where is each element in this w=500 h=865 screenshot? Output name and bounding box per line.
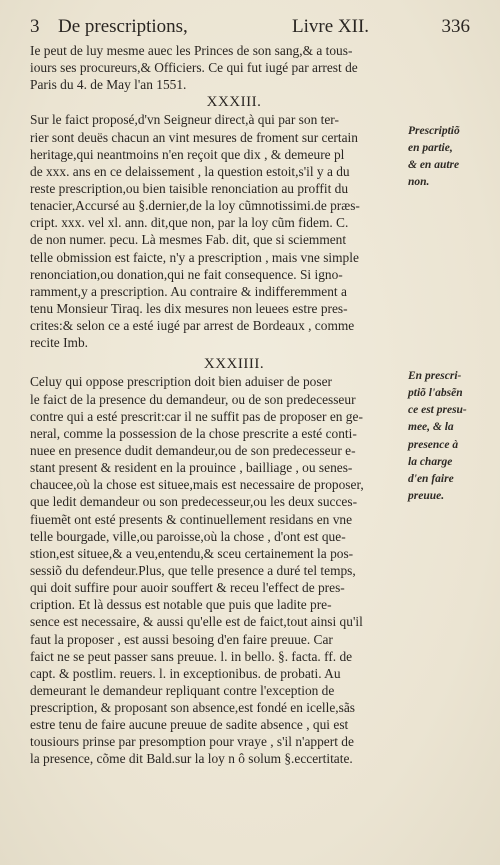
text-line: recite Imb. <box>30 335 88 351</box>
margin-note-line: ce est presu- <box>408 404 467 417</box>
text-line: tenacier,Accursé au §.dernier,de la loy cũmnotissimi.de præs- <box>30 198 360 214</box>
running-header <box>30 14 470 40</box>
text-line: qui doit suffire pour auoir souffert & receu l'effect de pres- <box>30 580 345 596</box>
text-line: cript. xxx. vel xl. ann. dit,que non, par la loy cũm fidem. C. <box>30 215 349 231</box>
text-line: prescription, & proposant son absence,est fondé en icelle,sãs <box>30 700 355 716</box>
main-text <box>30 42 408 768</box>
running-title: De prescriptions, <box>58 16 188 37</box>
text-line: sence est necessaire, & aussi qu'elle est de faict,tout ainsi qu'il <box>30 614 363 630</box>
text-line: telle obmission est faicte, n'y a prescription , mais vne simple <box>30 249 359 265</box>
margin-note-line: preuue. <box>408 489 445 502</box>
text-line: reste prescription,ou bien taisible renonciation au proffit du <box>30 180 349 196</box>
text-line: chaucee,où la chose est situee,mais est necessaire de proposer, <box>30 477 364 493</box>
text-line: Ie peut de luy mesme auec les Princes de son sang,& a tous- <box>30 43 353 58</box>
text-line: stion,est situee,& a veu,entendu,& sceu certainement la pos- <box>30 545 354 561</box>
text-line: telle bourgade, ville,ou paroisse,où la chose , d'ont est que- <box>30 528 346 544</box>
text-line: crites:& selon ce a esté iugé par arrest de Bordeaux , comme <box>30 318 355 334</box>
margin-note-line: Prescriptiõ <box>408 125 460 137</box>
text-line: Sur le faict proposé,d'vn Seigneur direct,à qui par son ter- <box>30 112 339 128</box>
page-number: 336 <box>441 16 470 37</box>
text-line: neral, comme la possession de la chose prescrite a esté conti- <box>30 425 357 441</box>
book-label: Livre XII. <box>292 16 370 37</box>
margin-note-prescription <box>408 123 474 192</box>
margin-note-line: presence à <box>408 438 459 451</box>
signature-mark: 3 <box>30 16 40 37</box>
margin-note-line: en partie, <box>408 142 453 155</box>
text-line: tousiours prinse par presomption pour vraye , s'il n'appert de <box>30 734 354 750</box>
margin-note-line: mee, & la <box>408 421 454 434</box>
text-line: faict ne se peut passer sans preuue. l. in bello. §. facta. ff. de <box>30 648 353 664</box>
text-line: que ledit demandeur ou son predecesseur,ou les deux succes- <box>30 494 358 510</box>
text-line: rier sont deuës chacun an vint mesures de froment sur certain <box>30 129 358 145</box>
text-line: faut la proposer , est aussi besoing d'en faire preuue. Car <box>30 631 333 647</box>
margin-note-line: non. <box>408 176 430 189</box>
margin-note-line: ptiõ l'absẽn <box>408 387 463 400</box>
text-line: demeurant le demandeur repliquant contre l'exception de <box>30 682 335 698</box>
text-line: cription. Et là dessus est notable que puis que ladite pre- <box>30 597 332 613</box>
text-line: Paris du 4. de May l'an 1551. <box>30 77 187 93</box>
text-line: renonciation,ou donation,qui ne fait consequence. Si igno- <box>30 266 343 282</box>
text-line: contre qui a esté prescrit:car il ne suffit pas de proposer en ge- <box>30 408 363 424</box>
text-line: sessiõ du defendeur.Plus, que telle presence a duré tel temps, <box>30 562 356 578</box>
text-line: Celuy qui oppose prescription doit bien aduiser de poser <box>30 374 332 390</box>
text-line: heritage,qui neantmoins n'en reçoit que dix , & demeure pl <box>30 146 345 162</box>
text-line: fiuemẽt ont esté presents & continuellement residans en vne <box>30 511 353 527</box>
text-line: tenu Monsieur Tiraq. les dix mesures non leuees estre pres- <box>30 300 348 316</box>
text-line: ramment,y a prescription. Au contraire & indifferemment a <box>30 283 347 299</box>
text-line: capt. & postlim. reuers. l. in exceptionibus. de probati. Au <box>30 665 341 681</box>
text-line: nuee en presence dudit demandeur,ou de son predecesseur e- <box>30 442 356 458</box>
text-line: estre tenu de faire aucune preuue de sadite absence , qui est <box>30 717 349 733</box>
margin-note-line: la charge <box>408 455 453 468</box>
text-line: iours ses procureurs,& Officiers. Ce qui fut iugé par arrest de <box>30 60 358 76</box>
text-line: de xxx. ans en ce delaissement , la question estoit,s'il y a du <box>30 163 350 179</box>
text-line: la presence, cõme dit Bald.sur la loy n ô solum §.eccertitate. <box>30 751 353 767</box>
margin-note-line: & en autre <box>408 159 460 172</box>
margin-note-absence <box>408 368 474 505</box>
text-line: de non numer. pecu. Là mesmes Fab. dit, que si sciemment <box>30 232 347 248</box>
text-line: stant present & resident en la prouince , bailliage , ou senes- <box>30 460 353 476</box>
margin-note-line: d'en faire <box>408 472 454 485</box>
margin-note-line: En prescri- <box>408 370 462 382</box>
section-heading-xxxiii: XXXIII. <box>206 94 262 111</box>
text-line: le faict de la presence du demandeur, ou de son predecesseur <box>30 391 356 407</box>
section-heading-xxxiiii: XXXIIII. <box>203 356 265 373</box>
